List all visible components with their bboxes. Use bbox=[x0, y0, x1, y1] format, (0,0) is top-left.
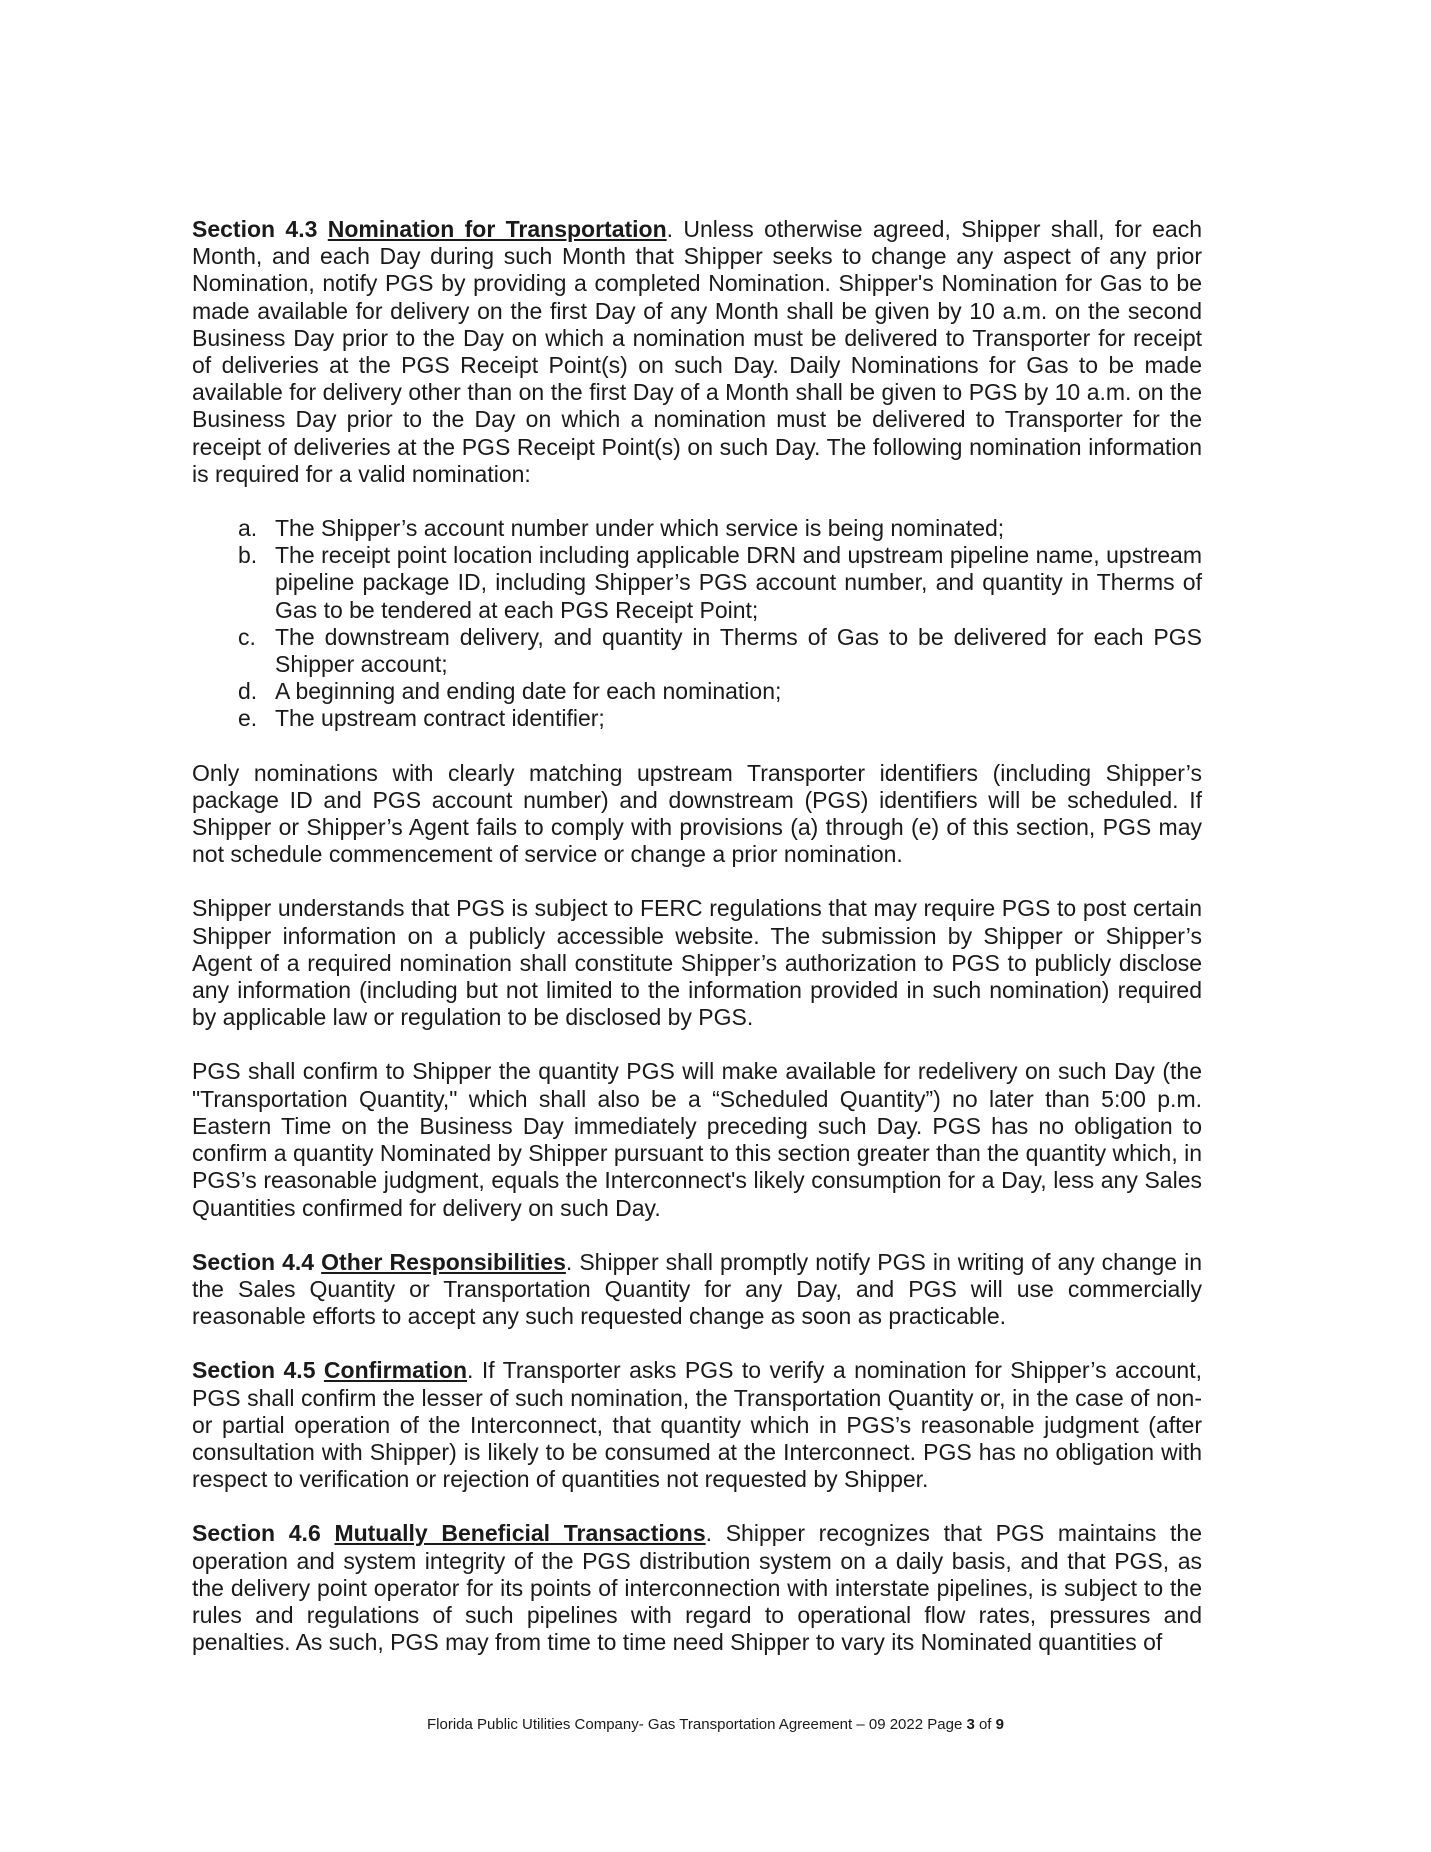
list-item-text: The receipt point location including applicable DRN and upstream pipeline name, upstream pipeline package ID, including Shipper’s PGS account number, and quantity in Therms of Gas to be tendered at each PGS Receipt Point; bbox=[275, 542, 1202, 623]
footer-text: Florida Public Utilities Company- Gas Transportation Agreement – 09 2022 Page bbox=[427, 1716, 967, 1733]
section-4-5-paragraph bbox=[192, 1357, 1202, 1493]
section-number: Section 4.3 bbox=[192, 216, 318, 242]
section-title: Nomination for Transportation bbox=[327, 216, 667, 242]
page-footer bbox=[0, 1716, 1431, 1734]
matching-identifiers-paragraph: Only nominations with clearly matching upstream Transporter identifiers (including Shipper’s package ID and PGS account number) and downstream (PGS) identifiers will be scheduled. If Shipper or Shipper’s Agent fails to comply with provisions (a) through (e) of this section, PGS may not schedule commencement of service or change a prior nomination. bbox=[192, 759, 1202, 868]
list-marker: c. bbox=[238, 623, 256, 650]
section-title: Confirmation bbox=[323, 1357, 468, 1384]
nomination-requirements-list bbox=[192, 515, 1202, 733]
section-4-3-paragraph bbox=[192, 216, 1202, 488]
document-body bbox=[192, 216, 1202, 1683]
section-body: . Unless otherwise agreed, Shipper shall, for each Month, and each Day during such Month that Shipper seeks to change any aspect of any prior Nomination, notify PGS by providing a completed Nomination. Shipper's Nomination for Gas to be made available for delivery on the first Day of any Month shall be given by 10 a.m. on the second Business Day prior to the Day on which a nomination must be delivered to Transporter for receipt of deliveries at the PGS Receipt Point(s) on such Day. Daily Nominations for Gas to be made available for delivery other than on the first Day of a Month shall be given to PGS by 10 a.m. on the Business Day prior to the Day on which a nomination must be delivered to Transporter for the receipt of deliveries at the PGS Receipt Point(s) on such Day. The following nomination information is required for a valid nomination: bbox=[192, 216, 1202, 487]
footer-page-total: 9 bbox=[995, 1716, 1004, 1733]
section-title: Mutually Beneficial Transactions bbox=[334, 1520, 706, 1547]
section-title: Other Responsibilities bbox=[321, 1248, 566, 1275]
list-item-text: The downstream delivery, and quantity in Therms of Gas to be delivered for each PGS Shipper account; bbox=[275, 623, 1202, 678]
section-number: Section 4.6 bbox=[192, 1520, 321, 1547]
list-item bbox=[192, 542, 1202, 624]
section-number: Section 4.5 bbox=[192, 1357, 316, 1384]
list-item bbox=[192, 705, 1202, 732]
list-marker: d. bbox=[238, 678, 258, 705]
section-4-4-paragraph bbox=[192, 1249, 1202, 1331]
section-number: Section 4.4 bbox=[192, 1248, 315, 1275]
list-marker: a. bbox=[238, 515, 258, 542]
transportation-quantity-paragraph: PGS shall confirm to Shipper the quantity PGS will make available for redelivery on such Day (the "Transportation Quantity," which shall also be a “Scheduled Quantity”) no later than 5:00 p.m. Eastern Time on the Business Day immediately preceding such Day. PGS has no obligation to confirm a quantity Nominated by Shipper pursuant to this section greater than the quantity which, in PGS’s reasonable judgment, equals the Interconnect's likely consumption for a Day, less any Sales Quantities confirmed for delivery on such Day. bbox=[192, 1058, 1203, 1221]
footer-page-current: 3 bbox=[966, 1716, 975, 1733]
section-body: . If Transporter asks PGS to verify a nomination for Shipper’s account, PGS shall confirm the lesser of such nomination, the Transportation Quantity or, in the case of non- or partial operation of the Interconnect, that quantity which in PGS’s reasonable judgment (after consultation with Shipper) is likely to be consumed at the Interconnect. PGS has no obligation with respect to verification or rejection of quantities not requested by Shipper. bbox=[192, 1357, 1203, 1493]
list-marker: b. bbox=[238, 542, 258, 569]
list-item-text: A beginning and ending date for each nomination; bbox=[275, 678, 782, 705]
section-body: . Shipper shall promptly notify PGS in writing of any change in the Sales Quantity or Transportation Quantity for any Day, and PGS will use commercially reasonable efforts to accept any such requested change as soon as practicable. bbox=[192, 1248, 1203, 1330]
list-item-text: The Shipper’s account number under which service is being nominated; bbox=[275, 515, 1005, 542]
list-item bbox=[192, 515, 1202, 542]
list-marker: e. bbox=[238, 705, 258, 732]
footer-of: of bbox=[974, 1716, 996, 1733]
section-body: . Shipper recognizes that PGS maintains the operation and system integrity of the PGS distribution system on a daily basis, and that PGS, as the delivery point operator for its points of interconnection with interstate pipelines, is subject to the rules and regulations of such pipelines with regard to operational flow rates, pressures and penalties. As such, PGS may from time to time need Shipper to vary its Nominated quantities of bbox=[192, 1520, 1203, 1656]
list-item-text: The upstream contract identifier; bbox=[275, 705, 605, 732]
ferc-disclosure-paragraph: Shipper understands that PGS is subject to FERC regulations that may require PGS to post certain Shipper information on a publicly accessible website. The submission by Shipper or Shipper’s Agent of a required nomination shall constitute Shipper’s authorization to PGS to publicly disclose any information (including but not limited to the information provided in such nomination) required by applicable law or regulation to be disclosed by PGS. bbox=[192, 895, 1202, 1031]
list-item bbox=[192, 624, 1202, 678]
list-item bbox=[192, 678, 1202, 705]
section-4-6-paragraph bbox=[192, 1520, 1202, 1656]
